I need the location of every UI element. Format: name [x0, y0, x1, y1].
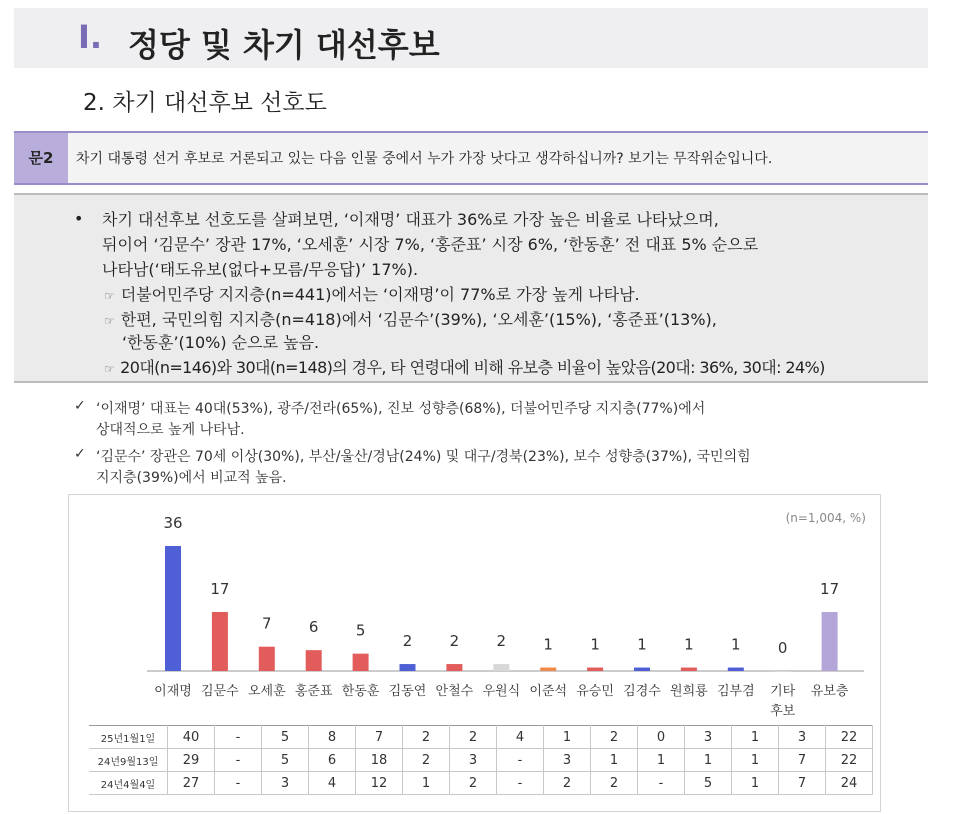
table-cell: 3 — [685, 726, 732, 749]
table-cell: - — [215, 726, 262, 749]
table-cell: - — [497, 772, 544, 795]
check-icon: ✓ — [74, 398, 86, 414]
category-label: 이준석 — [529, 684, 568, 699]
pointing-hand-icon: ☞ — [104, 362, 115, 376]
data-label: 1 — [543, 635, 553, 654]
category-label: 유보층 — [810, 684, 849, 699]
category-label: 원희룡 — [670, 684, 708, 699]
section-title: 정당 및 차기 대선후보 — [128, 26, 440, 64]
check-2-line-1: ‘김문수’ 장관은 70세 이상(30%), 부산/울산/경남(24%) 및 대구/경북(23%), 보수 성향층(37%), 국민의힘 — [96, 449, 751, 465]
table-cell: 2 — [403, 726, 450, 749]
table-cell: 29 — [168, 749, 215, 772]
table-cell: 1 — [732, 749, 779, 772]
category-label: 안철수 — [435, 684, 474, 699]
table-cell: 5 — [262, 749, 309, 772]
table-cell: 3 — [544, 749, 591, 772]
table-cell: 4 — [497, 726, 544, 749]
summary-sub-3-text: 20대(n=146)와 30대(n=148)의 경우, 타 연령대에 비해 유보층 비율이 높았음(20대: 36%, 30대: 24%) — [120, 358, 825, 377]
table-cell: 22 — [826, 749, 873, 772]
table-cell: 2 — [450, 726, 497, 749]
category-label: 김경수 — [623, 684, 661, 699]
bar-이준석 — [540, 668, 556, 671]
summary-line-2: 뒤이어 ‘김문수’ 장관 17%, ‘오세훈’ 시장 7%, ‘홍준표’ 시장 6%, ‘한동훈’ 전 대표 5% 순으로 — [102, 235, 759, 254]
bar-우원식 — [493, 664, 509, 671]
table-cell: 2 — [450, 772, 497, 795]
bar-원희룡 — [681, 668, 697, 671]
chart-note: (n=1,004, %) — [785, 511, 866, 525]
check-1-line-2: 상대적으로 높게 나타남. — [96, 422, 245, 438]
data-label: 2 — [402, 632, 413, 651]
bar-안철수 — [446, 664, 462, 671]
section-title-bar — [14, 8, 928, 68]
table-cell: 2 — [591, 772, 638, 795]
table-cell: 18 — [356, 749, 403, 772]
data-label: 1 — [684, 635, 694, 654]
table-cell: - — [497, 749, 544, 772]
check-icon: ✓ — [74, 446, 86, 462]
category-label: 이재명 — [154, 684, 192, 699]
table-cell: 3 — [262, 772, 309, 795]
page-subtitle: 2. 차기 대선후보 선호도 — [83, 90, 327, 116]
summary-line-3: 나타남(‘태도유보(없다+모름/무응답)’ 17%). — [102, 260, 419, 279]
table-cell: 2 — [591, 726, 638, 749]
row-date-label: 24년4월4일 — [89, 772, 168, 795]
bar-기타후보 — [775, 671, 791, 672]
table-cell: 7 — [779, 772, 826, 795]
table-cell: 4 — [309, 772, 356, 795]
question-tag: 문2 — [14, 133, 68, 183]
bar-유보층 — [822, 612, 838, 671]
bar-유승민 — [587, 668, 603, 671]
question-box — [14, 131, 928, 185]
table-cell: 1 — [732, 772, 779, 795]
row-date-label: 24년9월13일 — [89, 749, 168, 772]
category-label: 기타 — [770, 684, 796, 699]
data-label: 6 — [308, 618, 319, 637]
table-cell: 27 — [168, 772, 215, 795]
data-label: 1 — [590, 635, 600, 654]
summary-sub-1 — [104, 282, 640, 305]
bar-chart — [69, 495, 880, 725]
data-label: 1 — [637, 635, 647, 654]
table-cell: 3 — [779, 726, 826, 749]
table-row — [89, 726, 873, 749]
check-1-line-1: ‘이재명’ 대표는 40대(53%), 광주/전라(65%), 진보 성향층(68%), 더불어민주당 지지층(77%)에서 — [96, 401, 706, 417]
table-cell: 1 — [403, 772, 450, 795]
data-label: 1 — [731, 635, 741, 654]
category-label: 유승민 — [576, 684, 614, 699]
table-row — [89, 772, 873, 795]
pointing-hand-icon: ☞ — [104, 289, 115, 303]
table-cell: - — [638, 772, 685, 795]
pointing-hand-icon: ☞ — [104, 314, 115, 328]
bar-김문수 — [212, 612, 228, 671]
table-cell: 1 — [732, 726, 779, 749]
table-cell: 24 — [826, 772, 873, 795]
data-label: 2 — [449, 632, 460, 651]
row-date-label: 25년1월1일 — [89, 726, 168, 749]
category-label: 우원식 — [482, 684, 521, 699]
question-text: 차기 대통령 선거 후보로 거론되고 있는 다음 인물 중에서 누가 가장 낫다고 생각하십니까? 보기는 무작위순입니다. — [76, 151, 773, 167]
table-cell: 1 — [591, 749, 638, 772]
bar-김경수 — [634, 668, 650, 671]
bar-김부겸 — [728, 668, 744, 671]
table-cell: 5 — [262, 726, 309, 749]
table-cell: 2 — [544, 772, 591, 795]
data-label: 36 — [163, 514, 183, 532]
summary-box — [14, 193, 928, 383]
category-label: 오세훈 — [247, 684, 286, 699]
summary-sub-1-text: 더불어민주당 지지층(n=441)에서는 ‘이재명’이 77%로 가장 높게 나타남. — [120, 285, 640, 304]
summary-line-1: 차기 대선후보 선호도를 살펴보면, ‘이재명’ 대표가 36%로 가장 높은 비율로 나타났으며, — [102, 210, 719, 229]
category-label: 김동연 — [388, 684, 427, 699]
category-label: 후보 — [770, 704, 796, 719]
summary-sub-2 — [104, 307, 717, 330]
table-cell: 2 — [403, 749, 450, 772]
data-label: 17 — [820, 579, 840, 598]
data-label: 2 — [496, 632, 507, 651]
table-cell: 7 — [779, 749, 826, 772]
summary-sub-3 — [104, 355, 825, 378]
bar-김동연 — [400, 664, 416, 671]
table-cell: 3 — [450, 749, 497, 772]
category-label: 홍준표 — [294, 684, 333, 699]
table-row — [89, 749, 873, 772]
table-cell: 1 — [638, 749, 685, 772]
table-cell: 22 — [826, 726, 873, 749]
bar-이재명 — [165, 546, 181, 671]
table-cell: - — [215, 749, 262, 772]
category-label: 한동훈 — [341, 684, 380, 699]
summary-bullet: • — [74, 209, 84, 228]
bar-오세훈 — [259, 647, 275, 671]
table-cell: 1 — [544, 726, 591, 749]
table-cell: 12 — [356, 772, 403, 795]
bar-홍준표 — [306, 650, 322, 671]
chart-container — [68, 494, 881, 812]
table-cell: 7 — [356, 726, 403, 749]
table-cell: 8 — [309, 726, 356, 749]
section-number: Ⅰ. — [78, 18, 103, 56]
summary-sub-2-cont: ‘한동훈’(10%) 순으로 높음. — [122, 333, 320, 352]
category-label: 김문수 — [201, 684, 239, 699]
bar-한동훈 — [353, 654, 369, 671]
data-label: 0 — [777, 639, 788, 657]
check-2-line-2: 지지층(39%)에서 비교적 높음. — [96, 470, 287, 486]
table-cell: - — [215, 772, 262, 795]
history-table — [89, 725, 873, 795]
category-label: 김부겸 — [716, 684, 755, 699]
data-label: 17 — [210, 579, 230, 598]
table-cell: 1 — [685, 749, 732, 772]
table-cell: 6 — [309, 749, 356, 772]
table-cell: 0 — [638, 726, 685, 749]
data-label: 7 — [262, 614, 272, 633]
summary-sub-2-text: 한편, 국민의힘 지지층(n=418)에서 ‘김문수’(39%), ‘오세훈’(15%), ‘홍준표’(13%), — [120, 310, 717, 329]
table-cell: 5 — [685, 772, 732, 795]
data-label: 5 — [355, 621, 366, 640]
table-cell: 40 — [168, 726, 215, 749]
